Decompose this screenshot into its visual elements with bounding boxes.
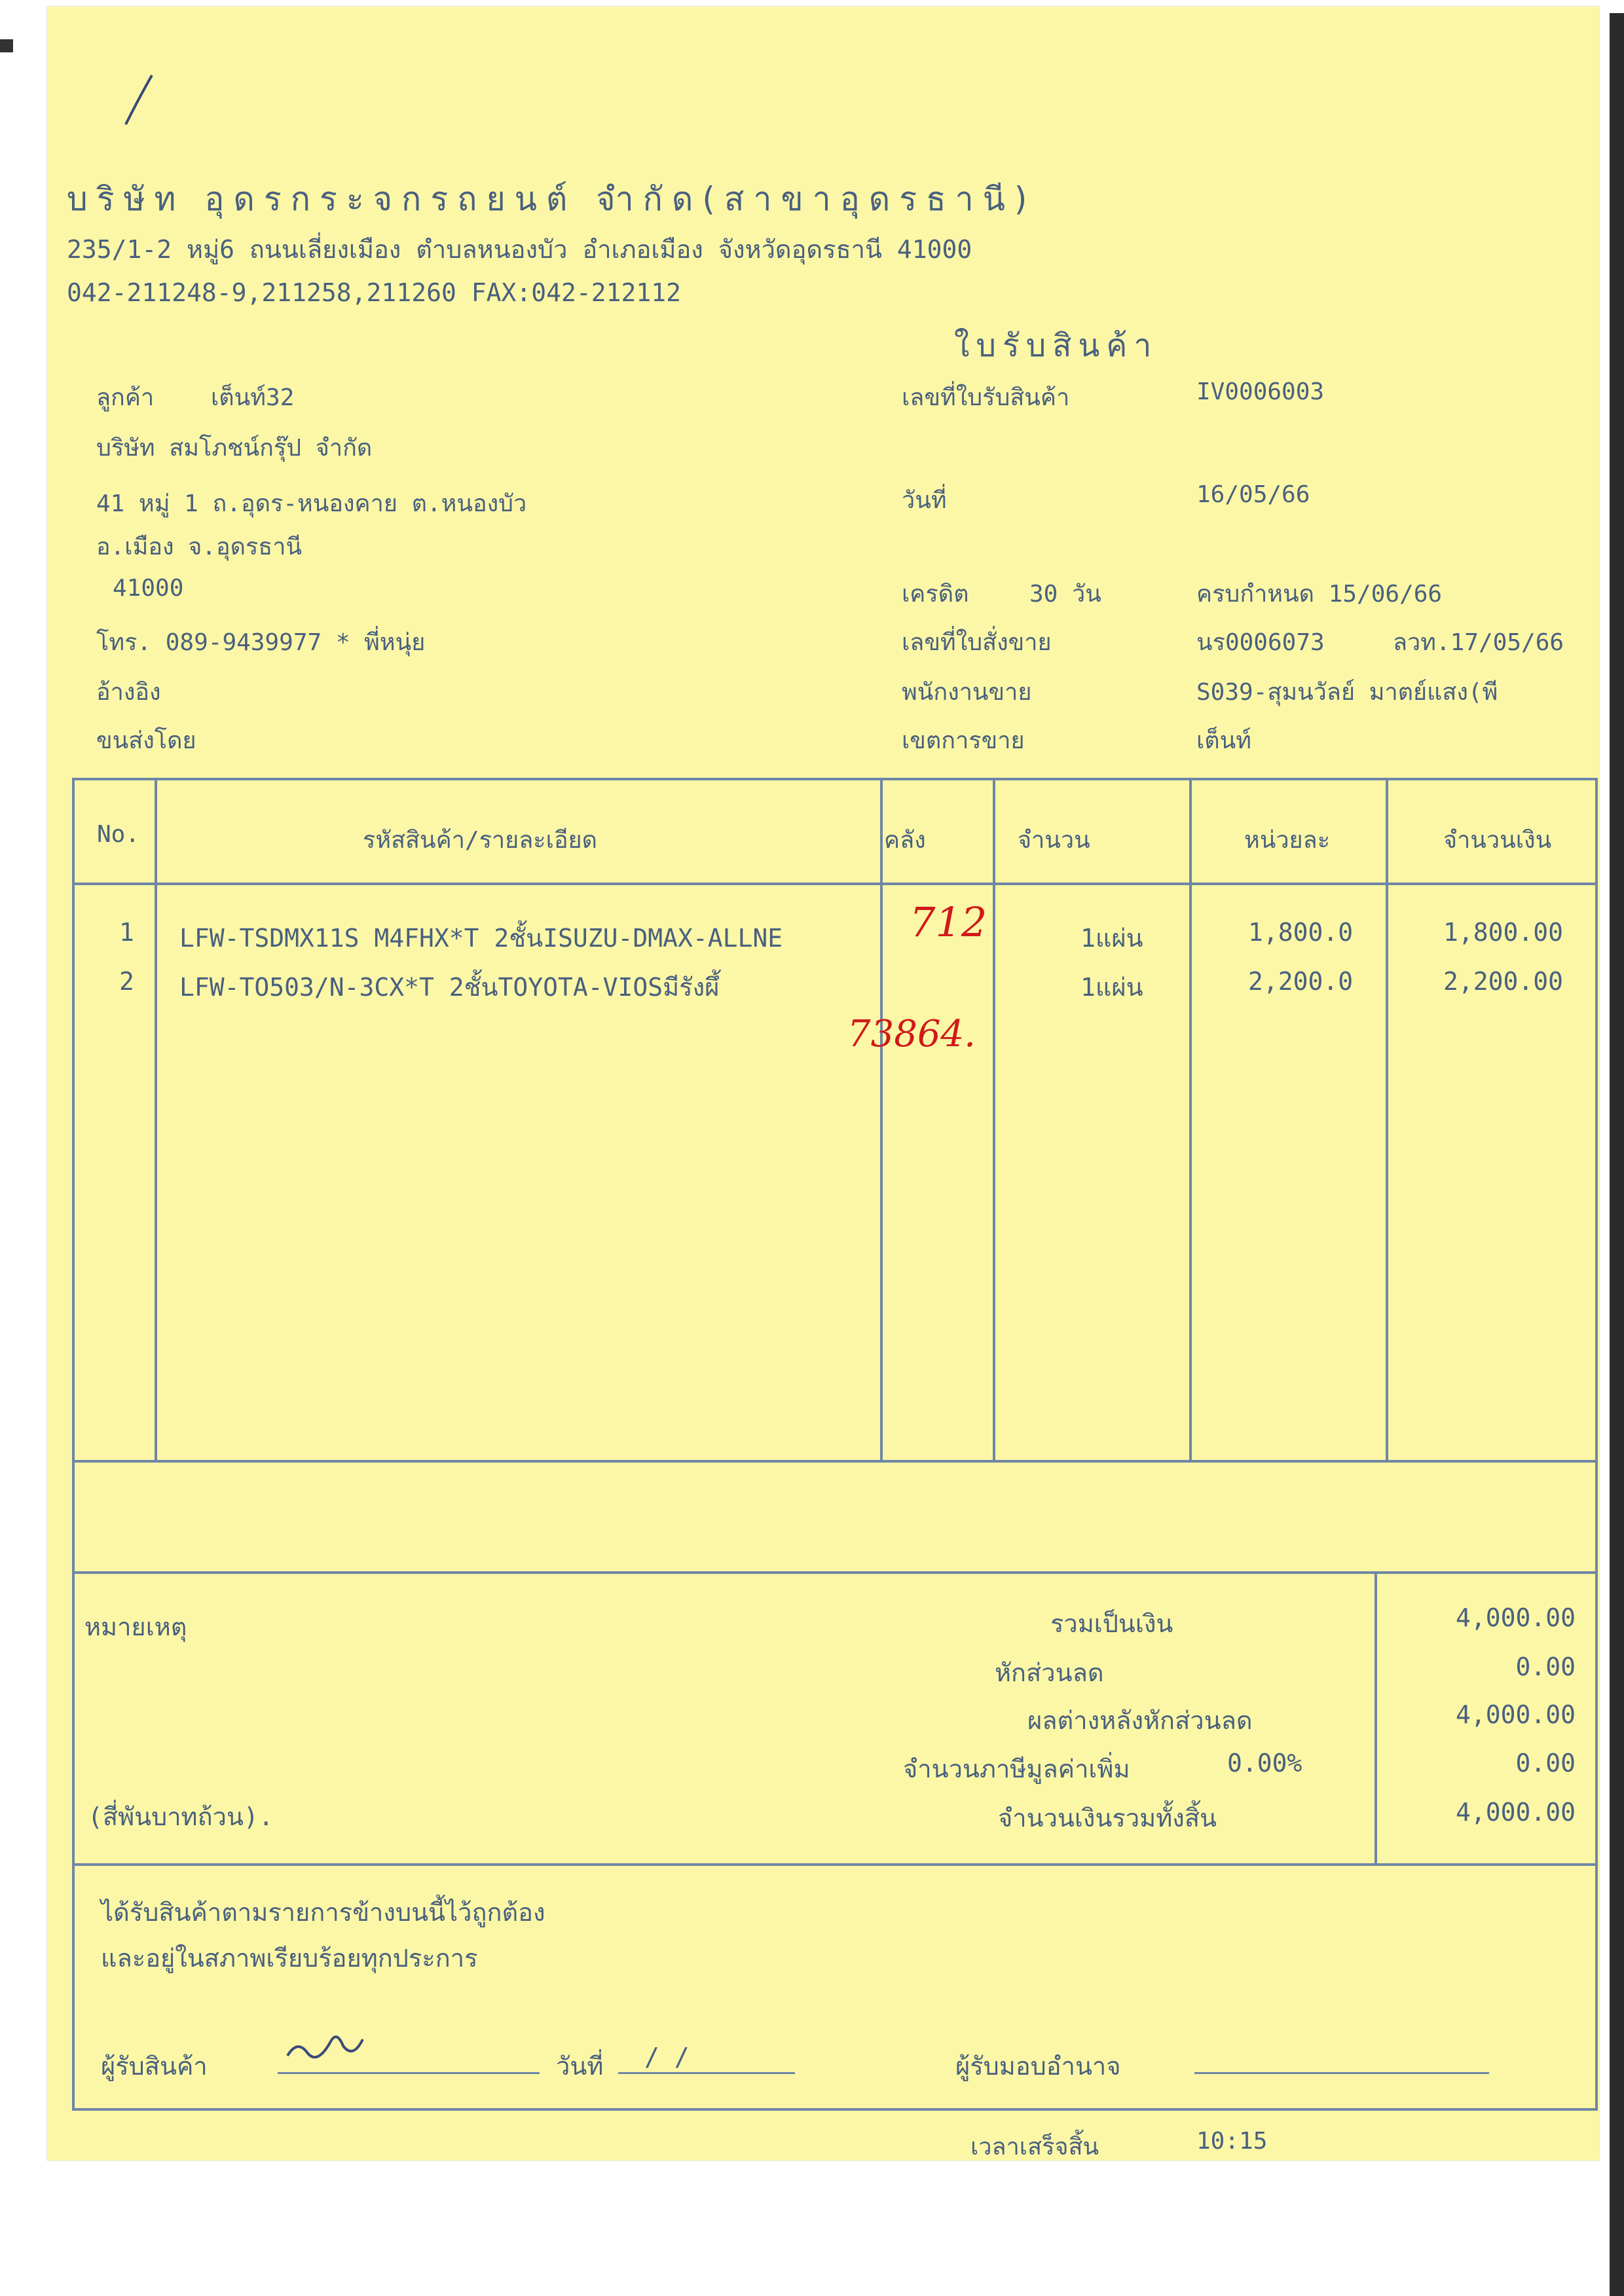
company-phone-fax: 042-211248-9,211258,211260 FAX:042-212112 bbox=[67, 278, 681, 307]
row-2-description: LFW-TO503/N-3CX*T 2ชั้นTOYOTA-VIOSมีรังผึ้ bbox=[179, 973, 720, 1002]
border-line bbox=[72, 1463, 75, 1571]
col-divider bbox=[1386, 780, 1388, 1460]
table-header-row bbox=[75, 780, 1595, 885]
row-2-amount: 2,200.00 bbox=[1443, 967, 1564, 996]
reference-label: อ้างอิง bbox=[96, 679, 161, 706]
items-table bbox=[72, 778, 1598, 1463]
after-discount-value: 4,000.00 bbox=[1455, 1700, 1576, 1729]
receipt-date-slashes: / / bbox=[644, 2043, 690, 2071]
col-divider bbox=[155, 780, 157, 1460]
header-no: No. bbox=[97, 821, 140, 848]
row-1-no: 1 bbox=[119, 918, 134, 947]
shipping-label: ขนส่งโดย bbox=[96, 727, 196, 754]
finish-time: 10:15 bbox=[1196, 2128, 1268, 2155]
header-quantity: จำนวน bbox=[1018, 827, 1090, 854]
sales-order-date: ลวท.17/05/66 bbox=[1393, 629, 1564, 656]
after-discount-label: ผลต่างหลังหักส่วนลด bbox=[1027, 1706, 1253, 1735]
vat-label: จำนวนภาษีมูลค่าเพิ่ม bbox=[903, 1755, 1130, 1783]
discount-label: หักส่วนลด bbox=[995, 1658, 1104, 1687]
receiver-label: ผู้รับสินค้า bbox=[101, 2052, 208, 2081]
date-label: วันที่ bbox=[902, 487, 947, 514]
customer-label: ลูกค้า bbox=[96, 384, 155, 411]
company-address: 235/1-2 หมู่6 ถนนเลี่ยงเมือง ตำบลหนองบัว อำเภอเมือง จังหวัดอุดรธานี 41000 bbox=[67, 235, 972, 264]
receipt-acknowledgement bbox=[72, 1863, 1598, 2111]
vat-value: 0.00 bbox=[1515, 1749, 1576, 1777]
receipt-document bbox=[47, 7, 1599, 2160]
finish-time-label: เวลาเสร็จสิ้น bbox=[970, 2134, 1099, 2160]
grand-total-label: จำนวนเงินรวมทั้งสิ้น bbox=[998, 1804, 1217, 1832]
ack-line-1: ได้รับสินค้าตามรายการข้างบนนี้ไว้ถูกต้อง bbox=[101, 1898, 545, 1927]
scan-mark bbox=[0, 39, 13, 52]
sales-area-label: เขตการขาย bbox=[902, 727, 1025, 754]
customer-phone: โทร. 089-9439977 * พี่หนุ่ย bbox=[96, 629, 426, 656]
row-2-quantity: 1แผ่น bbox=[1080, 973, 1143, 1002]
border-line bbox=[1595, 1463, 1598, 1571]
col-divider bbox=[993, 780, 995, 1460]
row-1-quantity: 1แผ่น bbox=[1080, 924, 1143, 953]
row-1-unit-price: 1,800.0 bbox=[1248, 918, 1354, 947]
ack-line-2: และอยู่ในสภาพเรียบร้อยทุกประการ bbox=[101, 1944, 478, 1973]
receipt-date-label: วันที่ bbox=[556, 2052, 604, 2081]
customer-code: เต็นท์32 bbox=[211, 384, 295, 411]
grand-total-value: 4,000.00 bbox=[1455, 1798, 1576, 1827]
salesperson: S039-สุมนวัลย์ มาตย์แสง(พี bbox=[1196, 679, 1498, 706]
remark-label: หมายเหตุ bbox=[84, 1613, 187, 1641]
header-unit-price: หน่วยละ bbox=[1244, 827, 1331, 854]
header-description: รหัสสินค้า/รายละเอียด bbox=[363, 827, 598, 854]
col-divider bbox=[880, 780, 883, 1460]
due-date: ครบกำหนด 15/06/66 bbox=[1196, 581, 1443, 608]
doc-no: IV0006003 bbox=[1196, 378, 1325, 405]
pen-mark bbox=[119, 72, 158, 131]
authorized-label: ผู้รับมอบอำนาจ bbox=[955, 2052, 1121, 2081]
sales-order-label: เลขที่ใบสั่งขาย bbox=[902, 629, 1052, 656]
customer-zip: 41000 bbox=[113, 575, 184, 602]
header-warehouse: คลัง bbox=[884, 827, 926, 854]
credit-days: 30 วัน bbox=[1029, 581, 1101, 608]
subtotal-label: รวมเป็นเงิน bbox=[1050, 1609, 1173, 1638]
customer-address-1: 41 หมู่ 1 ถ.อุดร-หนองคาย ต.หนองบัว bbox=[96, 490, 527, 517]
customer-name: บริษัท สมโภชน์กรุ๊ป จำกัด bbox=[96, 435, 373, 462]
totals-section bbox=[72, 1571, 1598, 1863]
amount-in-words: (สี่พันบาทถ้วน). bbox=[88, 1802, 274, 1831]
subtotal-value: 4,000.00 bbox=[1455, 1603, 1576, 1632]
receiver-signature bbox=[278, 2016, 382, 2069]
row-1-description: LFW-TSDMX11S M4FHX*T 2ชั้นISUZU-DMAX-ALLNE bbox=[179, 924, 783, 953]
col-divider bbox=[1189, 780, 1192, 1460]
scan-margin-left bbox=[0, 0, 46, 2296]
discount-value: 0.00 bbox=[1515, 1652, 1576, 1681]
sales-area: เต็นท์ bbox=[1196, 727, 1252, 754]
receiver-signature-line bbox=[278, 2072, 540, 2074]
sales-order-no: นร0006073 bbox=[1196, 629, 1325, 656]
receipt-date-line bbox=[618, 2072, 795, 2074]
handwritten-note-73864: 73864. bbox=[847, 1013, 976, 1055]
company-name: บริษัท อุดรกระจกรถยนต์ จำกัด(สาขาอุดรธานี) bbox=[67, 180, 1037, 218]
header-amount: จำนวนเงิน bbox=[1443, 827, 1552, 854]
handwritten-note-712: 712 bbox=[910, 898, 987, 946]
customer-address-2: อ.เมือง จ.อุดรธานี bbox=[96, 534, 303, 560]
totals-divider bbox=[1375, 1574, 1377, 1863]
document-title: ใบรับสินค้า bbox=[954, 327, 1158, 364]
scan-border bbox=[1610, 13, 1624, 2296]
row-2-no: 2 bbox=[119, 967, 134, 996]
doc-date: 16/05/66 bbox=[1196, 481, 1310, 508]
row-1-amount: 1,800.00 bbox=[1443, 918, 1564, 947]
doc-no-label: เลขที่ใบรับสินค้า bbox=[902, 384, 1070, 411]
authorized-signature-line bbox=[1194, 2072, 1489, 2074]
salesperson-label: พนักงานขาย bbox=[902, 679, 1032, 706]
vat-rate: 0.00% bbox=[1227, 1749, 1302, 1777]
row-2-unit-price: 2,200.0 bbox=[1248, 967, 1354, 996]
credit-label: เครดิต bbox=[902, 581, 969, 608]
